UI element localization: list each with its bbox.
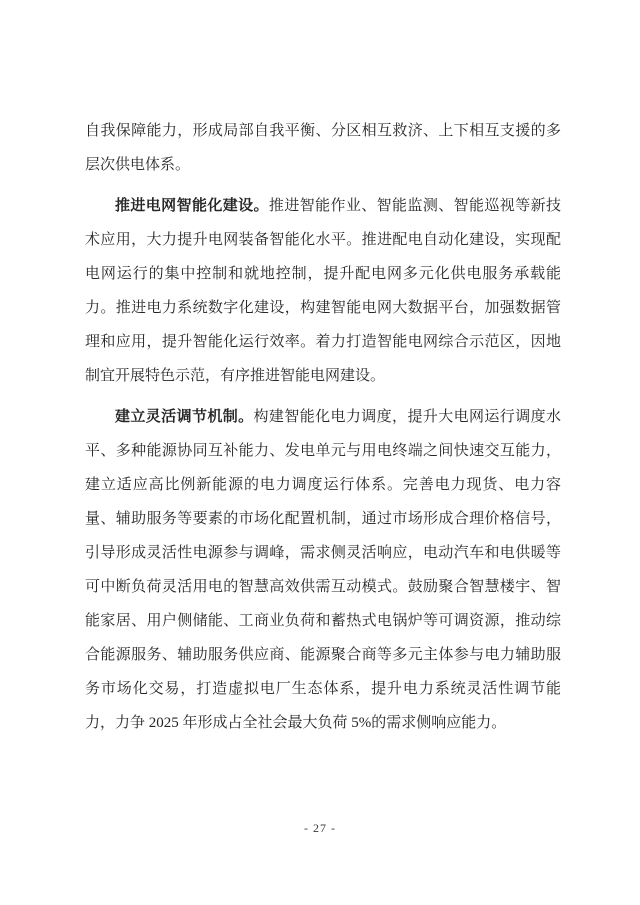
page-number: - 27 -: [304, 821, 336, 835]
paragraph-flexible-regulation-mechanism: [85, 400, 561, 740]
paragraph-lead-bold: 推进电网智能化建设。: [115, 198, 269, 214]
page-body-text: [85, 114, 561, 747]
paragraph-text: 自我保障能力，形成局部自我平衡、分区相互救济、上下相互支援的多层次供电体系。: [85, 123, 561, 173]
paragraph-text: 推进智能作业、智能监测、智能巡视等新技术应用，大力提升电网装备智能化水平。推进配电自动化建设，实现配电网运行的集中控制和就地控制，提升配电网多元化供电服务承载能力。推进电力系统数字化建设，构建智能电网大数据平台，加强数据管理和应用，提升智能化运行效率。着力打造智能电网综合示范区，因地制宜开展特色示范，有序推进智能电网建设。: [85, 198, 561, 384]
paragraph-smart-grid-construction: [85, 189, 561, 393]
paragraph-continuation: [85, 114, 561, 182]
paragraph-text: 构建智能化电力调度，提升大电网运行调度水平、多种能源协同互补能力、发电单元与用电终端之间快速交互能力，建立适应高比例新能源的电力调度运行体系。完善电力现货、电力容量、辅助服务等要素的市场化配置机制，通过市场形成合理价格信号，引导形成灵活性电源参与调峰，需求侧灵活响应，电动汽车和电供暖等可中断负荷灵活用电的智慧高效供需互动模式。鼓励聚合智慧楼宇、智能家居、用户侧储能、工商业负荷和蓄热式电锅炉等可调资源，推动综合能源服务、辅助服务供应商、能源聚合商等多元主体参与电力辅助服务市场化交易，打造虚拟电厂生态体系，提升电力系统灵活性调节能力，力争 2025 年形成占全社会最大负荷 5%的需求侧响应能力。: [85, 409, 561, 731]
paragraph-lead-bold: 建立灵活调节机制。: [115, 409, 254, 425]
